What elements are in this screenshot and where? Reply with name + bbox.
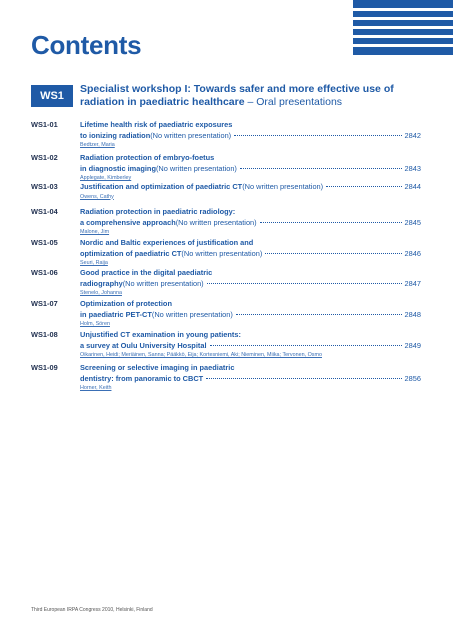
- entry-title-text: Justification and optimization of paediatric CT: [80, 182, 243, 191]
- entry-title-last-line: [80, 164, 421, 175]
- entry-authors[interactable]: Owens, Cathy: [80, 193, 114, 200]
- entry-title-last-line: [80, 341, 421, 352]
- entry-body: [80, 120, 421, 148]
- entry-note: (No written presentation): [151, 309, 233, 319]
- entry-page-number[interactable]: 2846: [404, 248, 421, 258]
- page-title: Contents: [31, 30, 142, 60]
- entry-code: WS1-06: [31, 268, 58, 277]
- entry-authors[interactable]: Applegate, Kimberley: [80, 175, 132, 181]
- entry-code: WS1-05: [31, 238, 58, 247]
- entry-body: [80, 182, 421, 200]
- entry-title-text: in diagnostic imaging: [80, 163, 156, 173]
- entry-title-line: Nordic and Baltic experiences of justification and: [80, 238, 254, 247]
- entry-note: (No written presentation): [122, 278, 204, 288]
- entry-body: [80, 238, 421, 266]
- entry-authors[interactable]: Holm, Sören: [80, 321, 110, 327]
- entry-title-text: in paediatric PET-CT: [80, 309, 152, 319]
- entry-title-last-line: [80, 131, 421, 142]
- entry-body: [80, 268, 421, 296]
- entry-body: [80, 207, 421, 235]
- entry-title-last-line: [80, 374, 421, 385]
- entry-page-number[interactable]: 2856: [404, 373, 421, 383]
- dot-leader: [234, 135, 401, 136]
- workshop-heading-title: Specialist workshop I: Towards safer and more effective use of radiation in paediatric healthcare: [80, 83, 394, 108]
- dot-leader: [210, 345, 402, 346]
- entry-title-line: Screening or selective imaging in paediatric: [80, 363, 235, 372]
- entry-title-line: Good practice in the digital paediatric: [80, 268, 213, 277]
- entry-title-last-line: [80, 310, 421, 321]
- entry-title-last-line: [80, 182, 421, 193]
- dot-leader: [206, 378, 401, 379]
- entry-page-number[interactable]: 2844: [404, 182, 421, 191]
- entry-note: (No written presentation): [150, 130, 232, 140]
- workshop-heading: [80, 83, 420, 109]
- entry-note: (No written presentation): [175, 217, 257, 227]
- entry-title-line: Unjustified CT examination in young patients:: [80, 330, 241, 339]
- entry-body: [80, 363, 421, 391]
- entry-page-number[interactable]: 2843: [404, 163, 421, 173]
- entry-title-last-line: [80, 218, 421, 229]
- entry-page-number[interactable]: 2845: [404, 217, 421, 227]
- entry-title-last-line: [80, 249, 421, 260]
- dot-leader: [326, 186, 401, 187]
- entry-title-line: Radiation protection of embryo-foetus: [80, 153, 215, 162]
- corner-decoration: [353, 0, 453, 55]
- entry-body: [80, 330, 421, 358]
- entry-code: WS1-09: [31, 363, 58, 372]
- entry-title-text: a survey at Oulu University Hospital: [80, 340, 207, 350]
- entry-code: WS1-03: [31, 182, 58, 191]
- entry-code: WS1-01: [31, 120, 58, 129]
- entry-note: (No written presentation): [181, 248, 263, 258]
- entry-authors[interactable]: Stenelo, Johanna: [80, 290, 122, 296]
- entry-title-text: a comprehensive approach: [80, 217, 176, 227]
- entry-note: (No written presentation): [242, 182, 324, 191]
- entry-code: WS1-07: [31, 299, 58, 308]
- entry-title-text: radiography: [80, 278, 123, 288]
- entry-code: WS1-08: [31, 330, 58, 339]
- entry-title-text: dentistry: from panoramic to CBCT: [80, 373, 204, 383]
- entry-page-number[interactable]: 2848: [404, 309, 421, 319]
- entry-page-number[interactable]: 2842: [404, 130, 421, 140]
- entry-title-line: Lifetime health risk of paediatric exposures: [80, 120, 233, 129]
- workshop-badge: WS1: [31, 85, 73, 107]
- entry-authors[interactable]: Seuri, Raija: [80, 260, 108, 266]
- entry-code: WS1-04: [31, 207, 58, 216]
- entry-body: [80, 299, 421, 327]
- entry-authors[interactable]: Bedtzer, Maria: [80, 142, 115, 148]
- entry-authors[interactable]: Horner, Keith: [80, 385, 112, 391]
- entry-page-number[interactable]: 2847: [404, 278, 421, 288]
- entry-title-text: optimization of paediatric CT: [80, 248, 182, 258]
- dot-leader: [240, 168, 402, 169]
- entry-title-text: to ionizing radiation: [80, 130, 151, 140]
- entry-title-last-line: [80, 279, 421, 290]
- entry-authors[interactable]: Malone, Jim: [80, 229, 110, 235]
- dot-leader: [236, 314, 402, 315]
- entry-code: WS1-02: [31, 153, 58, 162]
- entry-authors[interactable]: Oikarinen, Heidi; Meriäinen, Sanna; Pääkkö, Eija; Kortesniemi, Aki; Nieminen, Miika; Tervonen, Osmo: [80, 352, 322, 358]
- workshop-heading-subtitle: – Oral presentations: [244, 96, 343, 108]
- entry-page-number[interactable]: 2849: [404, 340, 421, 350]
- dot-leader: [260, 222, 402, 223]
- dot-leader: [207, 283, 402, 284]
- entry-note: (No written presentation): [155, 163, 237, 173]
- dot-leader: [265, 253, 401, 254]
- entry-title-line: Radiation protection in paediatric radiology:: [80, 207, 236, 216]
- entry-body: [80, 153, 421, 181]
- page-footer: Third European IRPA Congress 2010, Helsinki, Finland: [31, 607, 153, 613]
- entry-title-line: Optimization of protection: [80, 299, 172, 308]
